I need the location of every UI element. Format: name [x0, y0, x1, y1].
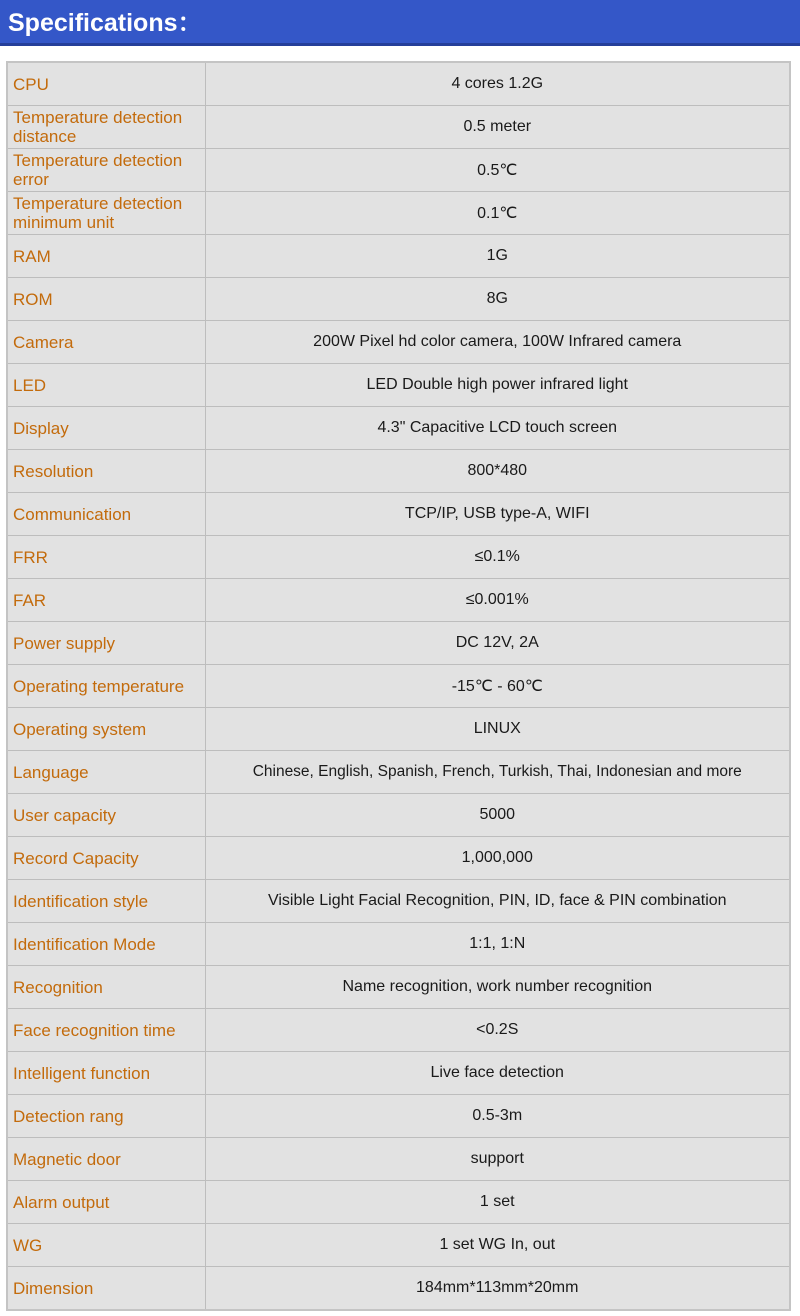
spec-value-language: Chinese, English, Spanish, French, Turkish, Thai, Indonesian and more	[205, 751, 790, 794]
spec-label-user-capacity: User capacity	[7, 794, 205, 837]
spec-value-display: 4.3" Capacitive LCD touch screen	[205, 407, 790, 450]
spec-value-magnetic-door: support	[205, 1138, 790, 1181]
table-row	[7, 665, 790, 708]
table-row	[7, 1052, 790, 1095]
spec-value-detection-rang: 0.5-3m	[205, 1095, 790, 1138]
table-row	[7, 966, 790, 1009]
spec-label-dimension: Dimension	[7, 1267, 205, 1311]
specifications-header	[0, 0, 800, 46]
spec-value-identification-mode: 1:1, 1:N	[205, 923, 790, 966]
spec-value-frr: ≤0.1%	[205, 536, 790, 579]
spec-value-cpu: 4 cores 1.2G	[205, 62, 790, 106]
table-row	[7, 1224, 790, 1267]
spec-label-record-capacity: Record Capacity	[7, 837, 205, 880]
spec-label-far: FAR	[7, 579, 205, 622]
spec-label-temperature-detection-distance: Temperature detection distance	[7, 106, 205, 149]
spec-value-communication: TCP/IP, USB type-A, WIFI	[205, 493, 790, 536]
spec-label-resolution: Resolution	[7, 450, 205, 493]
spec-value-far: ≤0.001%	[205, 579, 790, 622]
spec-value-rom: 8G	[205, 278, 790, 321]
spec-label-operating-temperature: Operating temperature	[7, 665, 205, 708]
table-row	[7, 321, 790, 364]
table-row	[7, 622, 790, 665]
spec-value-recognition: Name recognition, work number recognition	[205, 966, 790, 1009]
spec-label-operating-system: Operating system	[7, 708, 205, 751]
spec-label-ram: RAM	[7, 235, 205, 278]
spec-label-identification-style: Identification style	[7, 880, 205, 923]
table-row	[7, 579, 790, 622]
spec-label-intelligent-function: Intelligent function	[7, 1052, 205, 1095]
spec-value-camera: 200W Pixel hd color camera, 100W Infrared camera	[205, 321, 790, 364]
spec-value-record-capacity: 1,000,000	[205, 837, 790, 880]
table-row	[7, 192, 790, 235]
table-row	[7, 1267, 790, 1311]
table-row	[7, 536, 790, 579]
spec-value-temperature-detection-error: 0.5℃	[205, 149, 790, 192]
table-row	[7, 1138, 790, 1181]
page-title: Specifications：	[8, 9, 203, 37]
spec-label-alarm-output: Alarm output	[7, 1181, 205, 1224]
table-row	[7, 364, 790, 407]
spec-value-user-capacity: 5000	[205, 794, 790, 837]
spec-value-intelligent-function: Live face detection	[205, 1052, 790, 1095]
spec-value-power-supply: DC 12V, 2A	[205, 622, 790, 665]
spec-label-rom: ROM	[7, 278, 205, 321]
table-row	[7, 278, 790, 321]
spec-label-cpu: CPU	[7, 62, 205, 106]
spec-label-magnetic-door: Magnetic door	[7, 1138, 205, 1181]
spec-label-led: LED	[7, 364, 205, 407]
table-row	[7, 1009, 790, 1052]
spec-label-communication: Communication	[7, 493, 205, 536]
spec-value-temperature-detection-minimum-unit: 0.1℃	[205, 192, 790, 235]
spec-label-language: Language	[7, 751, 205, 794]
spec-value-operating-temperature: -15℃ - 60℃	[205, 665, 790, 708]
spec-label-recognition: Recognition	[7, 966, 205, 1009]
table-row	[7, 407, 790, 450]
table-row	[7, 751, 790, 794]
spec-label-display: Display	[7, 407, 205, 450]
table-row	[7, 450, 790, 493]
spec-label-power-supply: Power supply	[7, 622, 205, 665]
spec-value-resolution: 800*480	[205, 450, 790, 493]
table-row	[7, 1095, 790, 1138]
spec-label-identification-mode: Identification Mode	[7, 923, 205, 966]
spec-value-operating-system: LINUX	[205, 708, 790, 751]
spec-label-face-recognition-time: Face recognition time	[7, 1009, 205, 1052]
spec-value-face-recognition-time: <0.2S	[205, 1009, 790, 1052]
table-row	[7, 794, 790, 837]
spec-value-identification-style: Visible Light Facial Recognition, PIN, ID, face & PIN combination	[205, 880, 790, 923]
spec-label-camera: Camera	[7, 321, 205, 364]
spec-label-detection-rang: Detection rang	[7, 1095, 205, 1138]
spec-label-wg: WG	[7, 1224, 205, 1267]
table-row	[7, 149, 790, 192]
table-row	[7, 880, 790, 923]
table-row	[7, 1181, 790, 1224]
spec-value-wg: 1 set WG In, out	[205, 1224, 790, 1267]
specifications-table	[6, 61, 791, 1311]
table-row	[7, 708, 790, 751]
spec-value-ram: 1G	[205, 235, 790, 278]
table-row	[7, 493, 790, 536]
table-row	[7, 106, 790, 149]
spec-value-led: LED Double high power infrared light	[205, 364, 790, 407]
spec-label-frr: FRR	[7, 536, 205, 579]
table-row	[7, 837, 790, 880]
table-row	[7, 923, 790, 966]
table-row	[7, 62, 790, 106]
spec-value-temperature-detection-distance: 0.5 meter	[205, 106, 790, 149]
spec-label-temperature-detection-minimum-unit: Temperature detection minimum unit	[7, 192, 205, 235]
spec-value-alarm-output: 1 set	[205, 1181, 790, 1224]
spec-label-temperature-detection-error: Temperature detection error	[7, 149, 205, 192]
spec-value-dimension: 184mm*113mm*20mm	[205, 1267, 790, 1311]
table-row	[7, 235, 790, 278]
